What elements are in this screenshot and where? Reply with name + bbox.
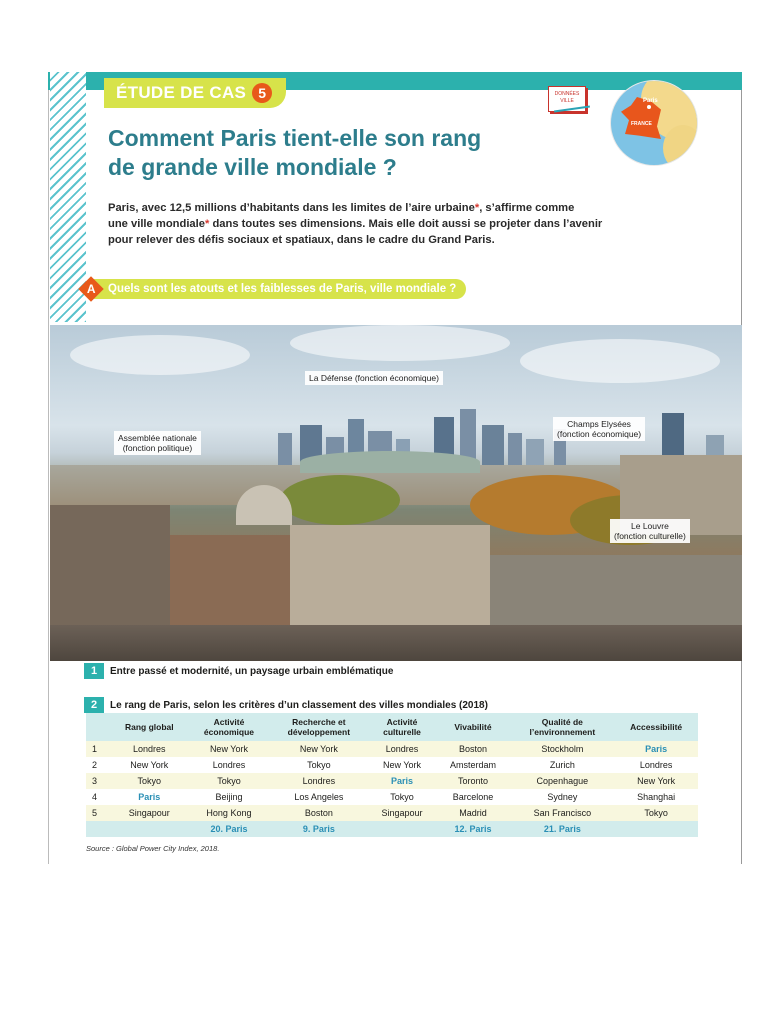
table-cell [110, 821, 189, 837]
doc1-number: 1 [84, 663, 104, 679]
table-cell: San Francisco [510, 805, 614, 821]
column-header [189, 713, 270, 741]
glossary-star: * [474, 202, 480, 214]
paris-skyline-photo [50, 325, 742, 661]
column-header-line: l’environnement [529, 727, 596, 737]
title-line1: Comment Paris tient-elle son rang [108, 125, 482, 151]
table-cell: New York [110, 757, 189, 773]
table-cell: Toronto [436, 773, 511, 789]
column-header-line: Vivabilité [454, 722, 492, 732]
table-header-row [86, 713, 698, 741]
table-cell [368, 821, 435, 837]
section-a-text: Quels sont les atouts et les faiblesses de Paris, ville mondiale ? [108, 283, 457, 295]
table-row [86, 789, 698, 805]
section-a-letter: A [86, 281, 96, 296]
table-cell: 21. Paris [510, 821, 614, 837]
label-la-defense-text: La Défense (fonction économique) [309, 373, 439, 383]
intro-text: dans toutes ses dimensions. Mais elle doit aussi se projeter dans l’avenir [209, 218, 603, 230]
table-cell: Paris [110, 789, 189, 805]
ranking-table [86, 713, 698, 837]
paris-dot [647, 105, 651, 109]
table-cell: Barcelone [436, 789, 511, 805]
label-le-louvre [610, 519, 690, 543]
table-cell: Paris [368, 773, 435, 789]
foreground-roofs [50, 625, 742, 661]
table-row [86, 757, 698, 773]
column-header [436, 713, 511, 741]
badge-line2: VILLE [560, 98, 574, 104]
column-header [110, 713, 189, 741]
grand-palais-roof [300, 451, 480, 473]
page-left-border [48, 72, 49, 864]
table-cell: 12. Paris [436, 821, 511, 837]
table-row [86, 773, 698, 789]
column-header-line: Accessibilité [630, 722, 683, 732]
hatch-decoration [50, 72, 86, 322]
intro-text: une ville mondiale [108, 218, 205, 230]
table-cell: Paris [614, 741, 698, 757]
label-la-defense [305, 371, 443, 385]
label-assemblee-nationale [114, 431, 201, 455]
doc1-caption [84, 663, 393, 679]
rank-cell [86, 821, 110, 837]
label-text: Assemblée nationale [118, 433, 197, 443]
intro-text: , s’affirme comme [479, 202, 575, 214]
table-cell: Londres [368, 741, 435, 757]
label-text: (fonction culturelle) [614, 531, 686, 541]
table-cell: Hong Kong [189, 805, 270, 821]
map-label-france: FRANCE [631, 121, 652, 127]
case-study-label: ÉTUDE DE CAS [116, 83, 247, 102]
title-line2: de grande ville mondiale ? [108, 154, 397, 180]
intro-line2 [108, 216, 648, 232]
table-cell: Shanghai [614, 789, 698, 805]
column-header [614, 713, 698, 741]
intro-line3: pour relever des défis sociaux et spatiaux, dans le cadre du Grand Paris. [108, 234, 495, 246]
table-cell: Amsterdam [436, 757, 511, 773]
table-cell: 9. Paris [269, 821, 368, 837]
page-title [108, 124, 578, 182]
label-text: (fonction politique) [122, 443, 193, 453]
table-row [86, 805, 698, 821]
column-header-line: développement [287, 727, 351, 737]
column-header-line: économique [203, 727, 254, 737]
table-cell: Londres [269, 773, 368, 789]
column-header [510, 713, 614, 741]
tower [278, 433, 292, 469]
table-cell: Sydney [510, 789, 614, 805]
table-cell: Londres [189, 757, 270, 773]
label-text: Champs Elysées [567, 419, 631, 429]
map-label-paris: Paris [643, 98, 658, 104]
table-cell: Tokyo [269, 757, 368, 773]
column-header [368, 713, 435, 741]
table-cell: Tokyo [110, 773, 189, 789]
tower [508, 433, 522, 469]
map-land [663, 125, 698, 166]
table-cell: Stockholm [510, 741, 614, 757]
table-cell [614, 821, 698, 837]
table-cell: Tokyo [368, 789, 435, 805]
cloud [290, 325, 510, 361]
column-header-line: culturelle [383, 727, 421, 737]
doc2-number: 2 [84, 697, 104, 713]
table-cell: New York [614, 773, 698, 789]
intro-text: Paris, avec 12,5 millions d’habitants dans les limites de l’aire urbaine [108, 202, 475, 214]
table-row [86, 821, 698, 837]
label-champs-elysees [553, 417, 645, 441]
doc2-caption-text: Le rang de Paris, selon les critères d’un classement des villes mondiales (2018) [110, 699, 488, 711]
intro-paragraph [108, 200, 648, 248]
trees [280, 475, 400, 525]
section-a-heading [82, 278, 466, 300]
table-cell: Copenhague [510, 773, 614, 789]
cloud [520, 339, 720, 383]
table-cell: 20. Paris [189, 821, 270, 837]
doc2-caption [84, 697, 488, 713]
table-cell: Los Angeles [269, 789, 368, 805]
column-header-line: Qualité de [541, 717, 583, 727]
intro-line1 [108, 200, 648, 216]
column-header [269, 713, 368, 741]
rank-cell: 5 [86, 805, 110, 821]
table-cell: Londres [110, 741, 189, 757]
case-study-number: 5 [252, 83, 272, 103]
rank-cell: 1 [86, 741, 110, 757]
table-row [86, 741, 698, 757]
table-cell: Boston [436, 741, 511, 757]
section-a-bar [94, 279, 466, 299]
source-note: Source : Global Power City Index, 2018. [86, 844, 220, 853]
cloud [70, 335, 250, 375]
case-study-tab [104, 78, 286, 108]
column-header [86, 713, 110, 741]
tower [482, 425, 504, 469]
rank-cell: 4 [86, 789, 110, 805]
table-cell: Zurich [510, 757, 614, 773]
table-cell: Tokyo [614, 805, 698, 821]
column-header-line: Activité [213, 717, 245, 727]
table-cell: Tokyo [189, 773, 270, 789]
table-cell: Singapour [110, 805, 189, 821]
rank-cell: 3 [86, 773, 110, 789]
column-header-line: Rang global [124, 722, 174, 732]
label-text: Le Louvre [631, 521, 669, 531]
locator-map [610, 80, 698, 166]
doc1-caption-text: Entre passé et modernité, un paysage urbain emblématique [110, 665, 394, 677]
table-cell: Beijing [189, 789, 270, 805]
table-cell: Madrid [436, 805, 511, 821]
column-header-line: Recherche et [292, 717, 346, 727]
table-cell: New York [368, 757, 435, 773]
table-cell: New York [189, 741, 270, 757]
table-cell: Boston [269, 805, 368, 821]
label-text: (fonction économique) [557, 429, 642, 439]
glossary-star: * [204, 218, 210, 230]
rank-cell: 2 [86, 757, 110, 773]
table-cell: Londres [614, 757, 698, 773]
table-cell: Singapour [368, 805, 435, 821]
column-header-line: Activité [386, 717, 418, 727]
badge-line1: DONNÉES [554, 91, 580, 97]
table-cell: New York [269, 741, 368, 757]
